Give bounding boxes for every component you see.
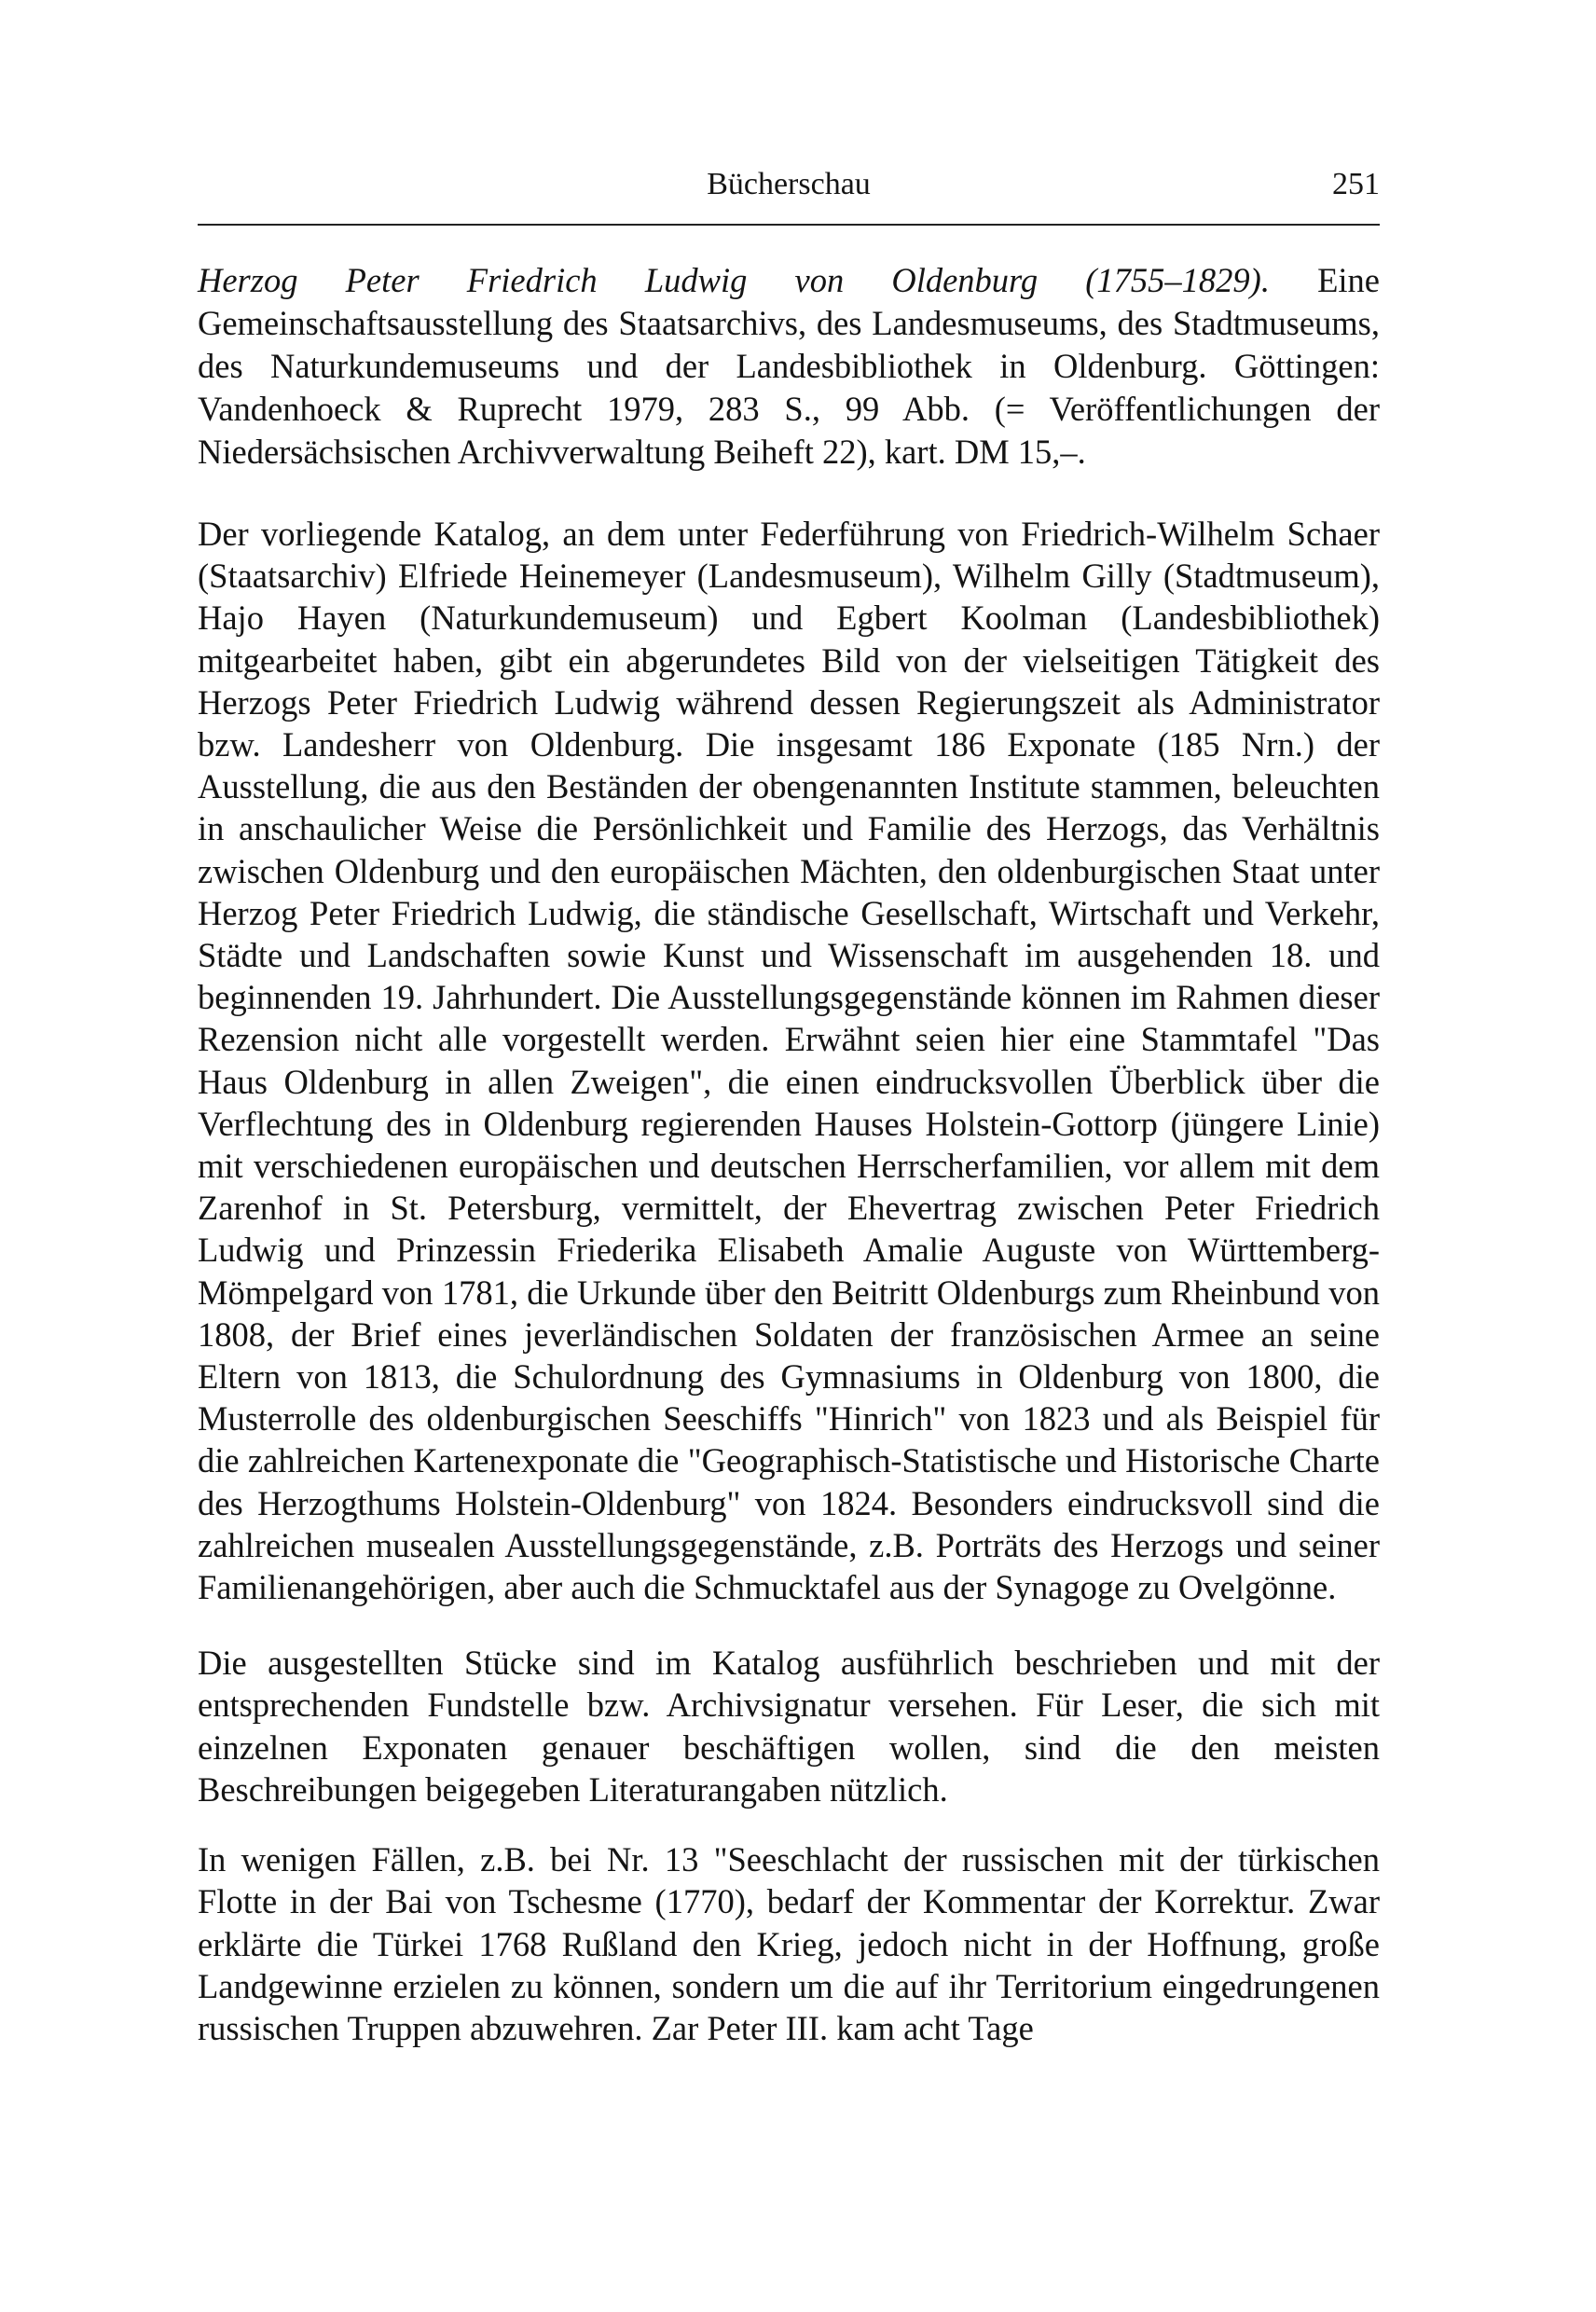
running-title: Bücherschau [707,167,871,201]
page [198,166,1380,2049]
book-details: Eine Gemeinschaftsausstellung des Staatsarchivs, des Landesmuseums, des Stadtmuseums, des Naturkundemuseums und der Landesbibliothek in Oldenburg. Göttingen: Vandenhoeck & Ruprecht 1979, 283 S., 99 Abb. (= Veröffentlichungen der Niedersächsischen Archivverwaltung Beiheft 22), kart. DM 15,–. [198,261,1380,471]
review-paragraph: Die ausgestellten Stücke sind im Katalog ausführlich beschrieben und mit der entsprechenden Fundstelle bzw. Archivsignatur versehen. Für Leser, die sich mit einzelnen Exponaten genauer beschäftigen wollen, sind die den meisten Beschreibungen beigegeben Literaturangaben nützlich. [198,1644,1380,1809]
header-rule [198,224,1380,226]
review-paragraph: Der vorliegende Katalog, an dem unter Federführung von Friedrich-Wilhelm Schaer (Staatsarchiv) Elfriede Heinemeyer (Landesmuseum), Wilhelm Gilly (Stadtmuseum), Hajo Hayen (Naturkundemuseum) und Egbert Koolman (Landesbibliothek) mitgearbeitet haben, gibt ein abgerundetes Bild von der vielseitigen Tätigkeit des Herzogs Peter Friedrich Ludwig während dessen Regierungszeit als Administrator bzw. Landesherr von Oldenburg. Die insgesamt 186 Exponate (185 Nrn.) der Ausstellung, die aus den Beständen der obengenannten Institute stammen, beleuchten in anschaulicher Weise die Persönlichkeit und Familie des Herzogs, das Verhältnis zwischen Oldenburg und den europäischen Mächten, den oldenburgischen Staat unter Herzog Peter Friedrich Ludwig, die ständische Gesellschaft, Wirtschaft und Verkehr, Städte und Landschaften sowie Kunst und Wissenschaft im ausgehenden 18. und beginnenden 19. Jahrhundert. Die Ausstellungsgegenstände können im Rahmen dieser Rezension nicht alle vorgestellt werden. Erwähnt seien hier eine Stammtafel "Das Haus Oldenburg in allen Zweigen", die einen eindrucksvollen Überblick über die Verflechtung des in Oldenburg regierenden Hauses Holstein-Gottorp (jüngere Linie) mit verschiedenen europäischen und deutschen Herrscherfamilien, vor allem mit dem Zarenhof in St. Petersburg, vermittelt, der Ehevertrag zwischen Peter Friedrich Ludwig und Prinzessin Friederika Elisabeth Amalie Auguste von Württemberg-Mömpelgard von 1781, die Urkunde über den Beitritt Oldenburgs zum Rheinbund von 1808, der Brief eines jeverländischen Soldaten der französischen Armee an seine Eltern von 1813, die Schulordnung des Gymnasiums in Oldenburg von 1800, die Musterrolle des oldenburgischen Seeschiffs "Hinrich" von 1823 und als Beispiel für die zahlreichen Kartenexponate die "Geographisch-Statistische und Historische Charte des Herzogthums Holstein-Oldenburg" von 1824. Besonders eindrucksvoll sind die zahlreichen musealen Ausstellungsgegenstände, z.B. Porträts des Herzogs und seiner Familienangehörigen, aber auch die Schmucktafel aus der Synagoge zu Ovelgönne. [198,515,1380,1607]
running-head [198,166,1380,222]
book-title: Herzog Peter Friedrich Ludwig von Oldenburg (1755–1829). [198,261,1270,299]
book-citation [198,259,1380,474]
review-paragraph: In wenigen Fällen, z.B. bei Nr. 13 "Seeschlacht der russischen mit der türkischen Flotte in der Bai von Tschesme (1770), bedarf der Kommentar der Korrektur. Zwar erklärte die Türkei 1768 Rußland den Krieg, jedoch nicht in der Hoffnung, große Landgewinne erzielen zu können, sondern um die auf ihr Territorium eingedrungenen russischen Truppen abzuwehren. Zar Peter III. kam acht Tage [198,1840,1380,2047]
page-number: 251 [1332,167,1380,201]
